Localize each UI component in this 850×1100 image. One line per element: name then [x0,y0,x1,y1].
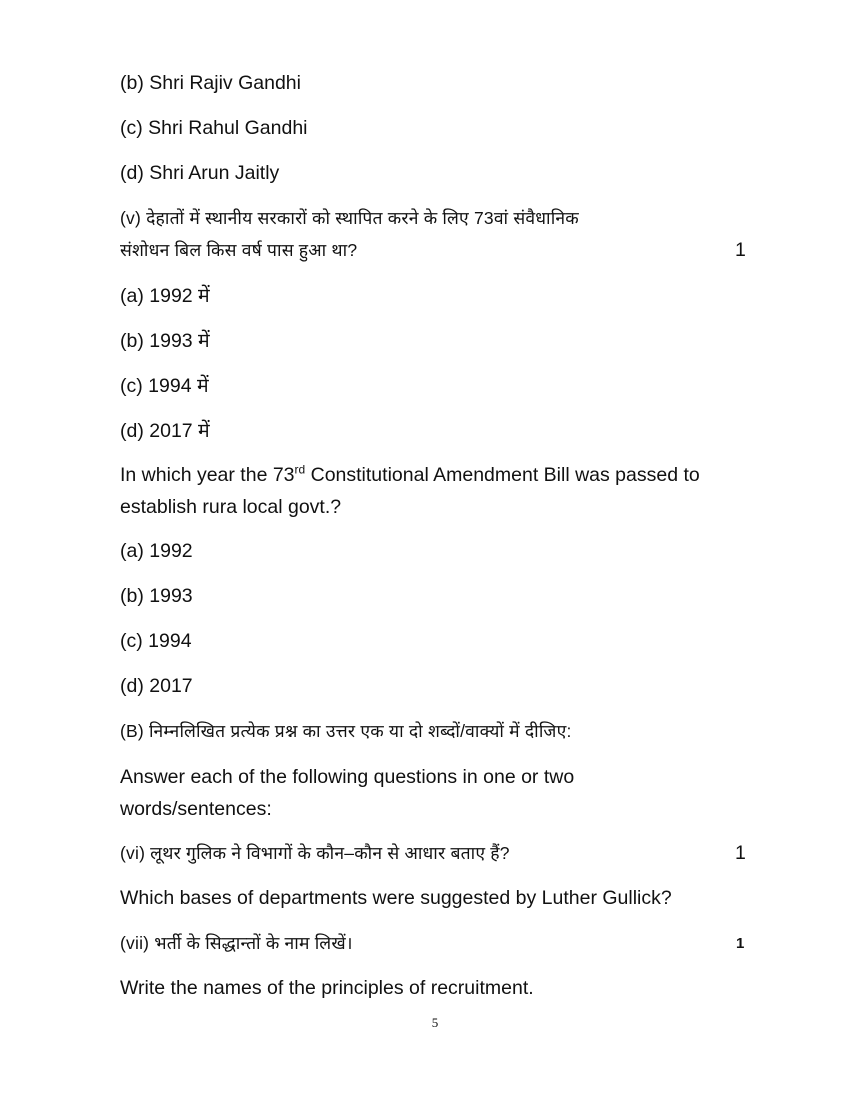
question-5-marks: 1 [735,239,746,261]
q5-en-pre: In which year the 73 [120,464,295,486]
question-7-english: Write the names of the principles of recruitment. [120,977,534,999]
question-7-marks: 1 [736,935,745,952]
question-5-hindi-line1: (v) देहातों में स्थानीय सरकारों को स्थापित करने के लिए 73वां संवैधानिक [120,208,579,228]
question-5-hindi-line2: संशोधन बिल किस वर्ष पास हुआ था? [120,240,358,260]
option-b-prev: (b) Shri Rajiv Gandhi [120,72,301,94]
page-number: 5 [431,1015,439,1030]
q5-english-option-c: (c) 1994 [120,630,192,652]
question-5-english [120,459,740,523]
question-7-hindi: (vii) भर्ती के सिद्धान्तों के नाम लिखें। [120,933,353,953]
q5-english-option-a: (a) 1992 [120,540,193,562]
q5-en-superscript: rd [294,462,306,477]
section-b-english: Answer each of the following questions in one or two words/sentences: [120,766,575,820]
question-6-hindi: (vi) लूथर गुलिक ने विभागों के कौन–कौन से आधार बताए हैं? [120,843,510,863]
q5-en-post: Constitutional Amendment Bill was passed to establish rura local govt.? [120,464,700,518]
q5-hindi-option-d: (d) 2017 में [120,420,210,442]
question-6-marks: 1 [735,842,746,864]
option-d-prev: (d) Shri Arun Jaitly [120,162,280,184]
q5-english-option-d: (d) 2017 [120,675,193,697]
q5-english-option-b: (b) 1993 [120,585,193,607]
q5-hindi-option-c: (c) 1994 में [120,375,209,397]
option-c-prev: (c) Shri Rahul Gandhi [120,117,308,139]
question-6-english: Which bases of departments were suggested by Luther Gullick? [120,887,672,909]
q5-hindi-option-b: (b) 1993 में [120,330,210,352]
section-b-hindi: (B) निम्नलिखित प्रत्येक प्रश्न का उत्तर एक या दो शब्दों/वाक्यों में दीजिए: [120,721,572,741]
q5-hindi-option-a: (a) 1992 में [120,285,210,307]
